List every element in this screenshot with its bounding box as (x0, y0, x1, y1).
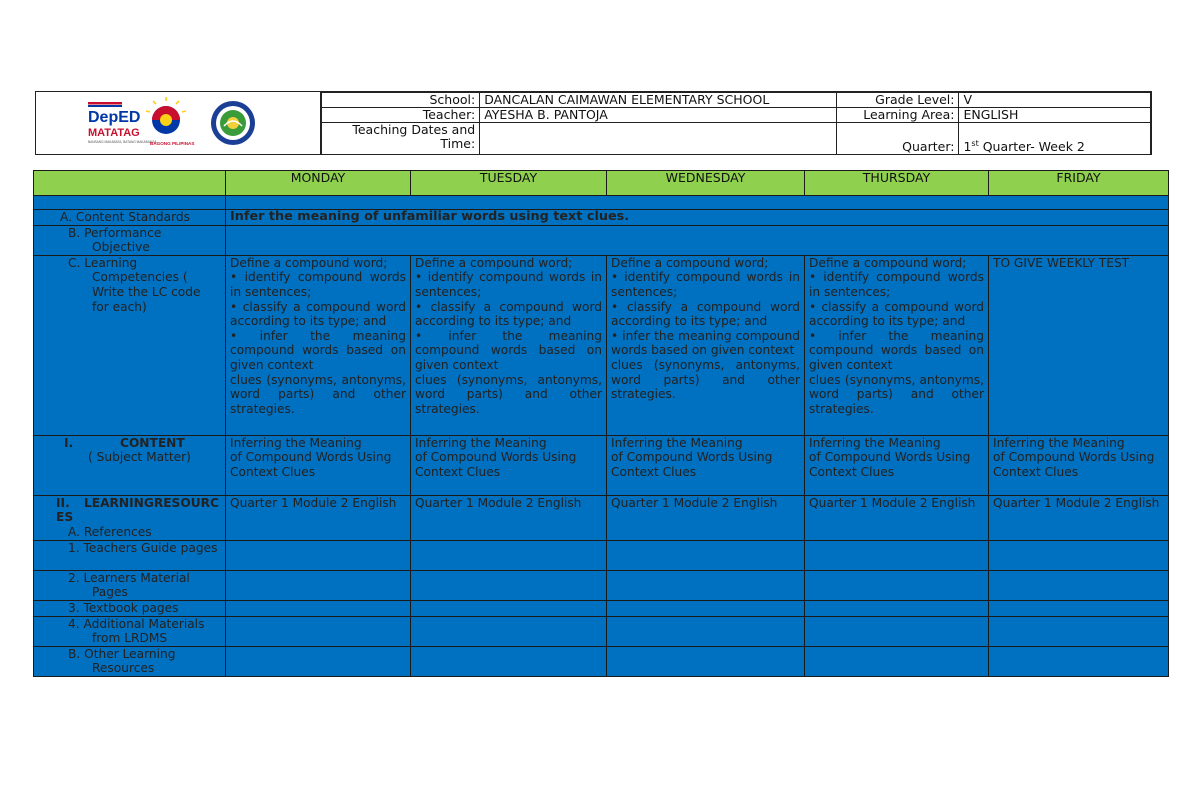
competencies-tuesday: Define a compound word; • identify compound words in sentences; • classify a compound word according to its type; and • infer the meaning compound words based on given context clues (synonyms, antonyms, word parts) and other strategies. (411, 255, 607, 435)
teachers-guide-label: 1. Teachers Guide pages (34, 540, 226, 570)
empty-cell (411, 616, 607, 646)
empty-cell (989, 570, 1169, 600)
content-standards-row (34, 210, 1169, 226)
textbook-label: 3. Textbook pages (34, 600, 226, 616)
content-standards-value: Infer the meaning of unfamiliar words using text clues. (226, 210, 1169, 226)
resources-wednesday: Quarter 1 Module 2 English (607, 495, 805, 540)
resources-row (34, 495, 1169, 540)
resources-monday: Quarter 1 Module 2 English (226, 495, 411, 540)
empty-cell (411, 600, 607, 616)
empty-cell (805, 616, 989, 646)
empty-cell (989, 540, 1169, 570)
day-header-row (34, 171, 1169, 196)
deped-logo (88, 102, 157, 144)
day-monday: MONDAY (226, 171, 411, 196)
day-friday: FRIDAY (989, 171, 1169, 196)
corner-cell (34, 171, 226, 196)
day-tuesday: TUESDAY (411, 171, 607, 196)
competencies-thursday: Define a compound word; • identify compound words in sentences; • classify a compound word according to its type; and • infer the meaning compound words based on given context clues (synonyms, antonyms, word parts) and other strategies. (805, 255, 989, 435)
teacher-value: AYESHA B. PANTOJA (480, 108, 836, 123)
teachers-guide-row (34, 540, 1169, 570)
learners-material-row (34, 570, 1169, 600)
empty-cell (607, 646, 805, 676)
additional-materials-label: 4. Additional Materials from LRDMS (34, 616, 226, 646)
content-row (34, 435, 1169, 495)
content-label: I. CONTENT ( Subject Matter) (34, 435, 226, 495)
lesson-plan-table (33, 170, 1169, 677)
competencies-friday: TO GIVE WEEKLY TEST (989, 255, 1169, 435)
empty-cell (411, 646, 607, 676)
spacer-cell (34, 196, 226, 210)
school-value: DANCALAN CAIMAWAN ELEMENTARY SCHOOL (480, 93, 836, 108)
grade-level-label: Grade Level: (836, 93, 959, 108)
quarter-value: 1st Quarter- Week 2 (959, 123, 1151, 155)
header-info-table (321, 92, 1151, 155)
content-thursday: Inferring the Meaning of Compound Words Using Context Clues (805, 435, 989, 495)
empty-cell (805, 646, 989, 676)
teaching-dates-value (480, 123, 836, 155)
other-resources-row (34, 646, 1169, 676)
empty-cell (411, 540, 607, 570)
spacer-cell (226, 196, 1169, 210)
empty-cell (805, 570, 989, 600)
header-block (35, 91, 1152, 155)
resources-thursday: Quarter 1 Module 2 English (805, 495, 989, 540)
resources-label: II. LEARNINGRESOURC ES A. References (34, 495, 226, 540)
school-seal-logo (211, 101, 255, 145)
empty-cell (226, 646, 411, 676)
logo-area (36, 92, 321, 154)
quarter-label: Quarter: (836, 123, 959, 155)
grade-level-value: V (959, 93, 1151, 108)
teaching-dates-label: Teaching Dates and Time: (322, 123, 480, 155)
empty-cell (989, 600, 1169, 616)
content-friday: Inferring the Meaning of Compound Words Using Context Clues (989, 435, 1169, 495)
empty-cell (226, 600, 411, 616)
learning-area-value: ENGLISH (959, 108, 1151, 123)
resources-friday: Quarter 1 Module 2 English (989, 495, 1169, 540)
other-resources-label: B. Other Learning Resources (34, 646, 226, 676)
empty-cell (989, 646, 1169, 676)
learning-area-label: Learning Area: (836, 108, 959, 123)
empty-cell (989, 616, 1169, 646)
learners-material-label: 2. Learners Material Pages (34, 570, 226, 600)
empty-cell (607, 600, 805, 616)
svg-text:BANSANG MAKABATA, BATANG MAKAB: BANSANG MAKABATA, BATANG MAKABANSA (88, 140, 157, 144)
bagong-pilipinas-logo (146, 97, 194, 146)
competencies-label: C. Learning Competencies ( Write the LC code for each) (34, 255, 226, 435)
content-tuesday: Inferring the Meaning of Compound Words Using Context Clues (411, 435, 607, 495)
logos-graphic (36, 92, 321, 154)
svg-text:DepED: DepED (88, 109, 141, 126)
content-monday: Inferring the Meaning of Compound Words Using Context Clues (226, 435, 411, 495)
empty-cell (226, 616, 411, 646)
day-wednesday: WEDNESDAY (607, 171, 805, 196)
resources-tuesday: Quarter 1 Module 2 English (411, 495, 607, 540)
empty-cell (805, 600, 989, 616)
empty-cell (805, 540, 989, 570)
textbook-row (34, 600, 1169, 616)
performance-row (34, 225, 1169, 255)
competencies-wednesday: Define a compound word; • identify compound words in sentences; • classify a compound word according to its type; and • infer the meaning compound words based on given context clues (synonyms, antonyms, word parts) and other strategies. (607, 255, 805, 435)
empty-cell (226, 540, 411, 570)
content-wednesday: Inferring the Meaning of Compound Words Using Context Clues (607, 435, 805, 495)
empty-cell (607, 570, 805, 600)
competencies-monday: Define a compound word; • identify compound words in sentences; • classify a compound word according to its type; and • infer the meaning compound words based on given context clues (synonyms, antonyms, word parts) and other strategies. (226, 255, 411, 435)
competencies-row (34, 255, 1169, 435)
empty-cell (226, 570, 411, 600)
performance-label: B. Performance Objective (34, 225, 226, 255)
empty-cell (607, 616, 805, 646)
svg-text:BAGONG PILIPINAS: BAGONG PILIPINAS (150, 141, 195, 146)
additional-materials-row (34, 616, 1169, 646)
empty-cell (411, 570, 607, 600)
teacher-label: Teacher: (322, 108, 480, 123)
spacer-row (34, 196, 1169, 210)
day-thursday: THURSDAY (805, 171, 989, 196)
empty-cell (607, 540, 805, 570)
svg-text:MATATAG: MATATAG (88, 127, 140, 139)
school-label: School: (322, 93, 480, 108)
performance-value (226, 225, 1169, 255)
content-standards-label: A. Content Standards (34, 210, 226, 226)
